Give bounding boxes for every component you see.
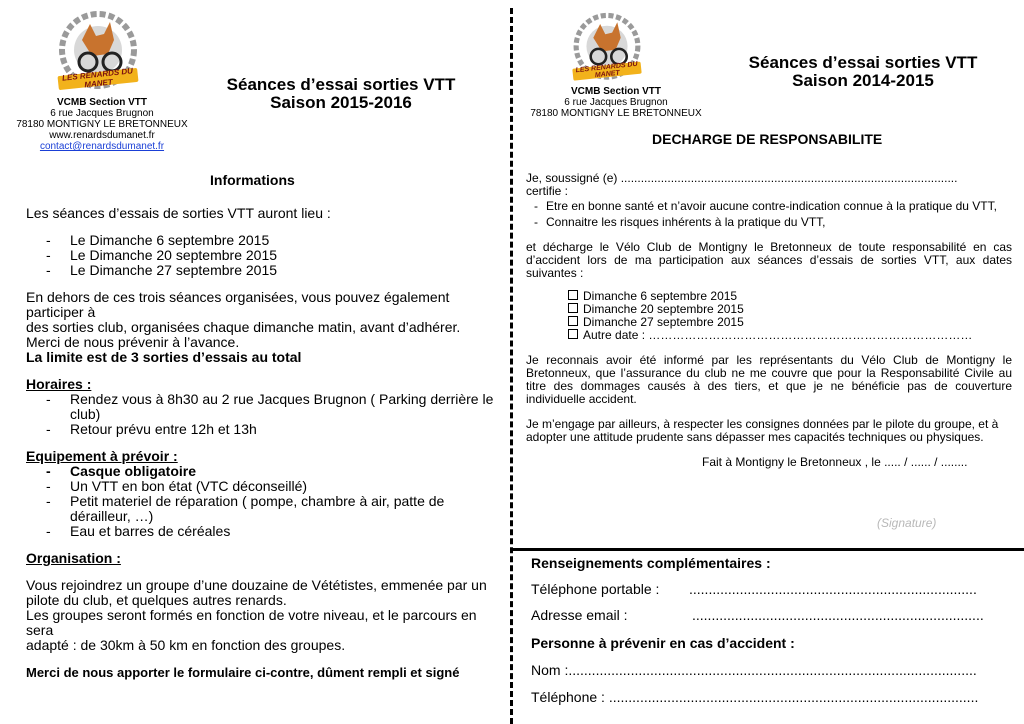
nom-field[interactable]: Nom :......................................................................................................... [531,662,977,678]
reconnais-line: individuelle accident. [526,392,637,406]
list-item: - Le Dimanche 27 septembre 2015 [26,263,504,278]
limit-text: La limite est de 3 sorties d’essais au total [26,349,302,365]
org-line: Vous rejoindrez un groupe d’une douzaine de Vététistes, emmenée par un [26,577,487,593]
left-body [26,206,504,680]
list-item: - Le Dimanche 6 septembre 2015 [26,233,504,248]
list-item: - Etre en bonne santé et n’avoir aucune contre-indication connue à la pratique du VTT, [526,200,1012,213]
email-label: Adresse email : [531,607,628,623]
intro-text: Les séances d’essais de sorties VTT auront lieu : [26,205,331,221]
list-item: - Un VTT en bon état (VTC déconseillé) [26,479,504,494]
equipement-section [26,449,504,539]
para1-line: Merci de nous prévenir à l’avance. [26,334,240,350]
soussigne-line: Je, soussigné (e) ..................................................................................................... [526,172,958,185]
right-logo-text: LES RENARDS DU MANET [575,60,638,80]
right-title [718,54,1008,90]
list-item: - Retour prévu entre 12h et 13h [26,422,504,437]
club-website[interactable]: www.renardsdumanet.fr [49,130,155,141]
para1-line: En dehors de ces trois séances organisées, vous pouvez également participer à [26,289,450,320]
decharge-heading: DECHARGE DE RESPONSABILITE [652,131,883,147]
decharge-line: suivantes : [526,266,584,280]
rens-heading: Renseignements complémentaires : [531,555,771,571]
engage-line: Je m’engage par ailleurs, à respecter les consignes données par le pilote du groupe, et à [526,417,999,431]
telephone-field[interactable]: Téléphone : ............................................................................................... [531,689,979,705]
list-item: - Petit materiel de réparation ( pompe, chambre à air, patte de dérailleur, …) [26,494,504,524]
dates-list [26,233,504,278]
club-name: VCMB Section VTT [56,97,147,108]
dates-checkboxes [526,290,1012,342]
right-title-line1: Séances d’essai sorties VTT [748,53,978,72]
right-title-line2: Saison 2014-2015 [792,71,934,90]
signature-placeholder[interactable]: (Signature) [877,516,937,530]
date-checkbox-3[interactable] [568,316,1012,329]
email-field[interactable]: ........................................................................... [692,607,984,623]
left-logo [52,10,144,94]
equipement-heading: Equipement à prévoir : [26,448,178,464]
checkbox-label: Dimanche 6 septembre 2015 [583,289,738,303]
horaires-list [26,392,504,437]
organisation-heading: Organisation : [26,550,121,566]
organisation-section [26,551,504,680]
reconnais-line: titre des dommages causés à des tiers, et que je ne bénéficie pas de couverture [526,379,1012,393]
decharge-text [526,241,1012,280]
certif-list [526,200,1012,229]
tel-portable-label: Téléphone portable : [531,581,660,597]
para1-line: des sorties club, organisées chaque dimanche matin, avant d’adhérer. [26,319,461,335]
checkbox-icon[interactable] [568,329,578,339]
checkbox-label: Autre date : ……………………………………………………………………… [583,329,973,342]
horaires-section [26,377,504,437]
tel-portable-row[interactable] [531,581,1011,597]
decharge-line: et décharge le Vélo Club de Montigny le Bretonneux de toute responsabilité en cas [526,240,1012,254]
personne-heading: Personne à prévenir en cas d’accident : [531,635,795,651]
para1 [26,290,504,365]
checkbox-icon[interactable] [568,316,578,326]
club-city: 78180 MONTIGNY LE BRETONNEUX [530,108,702,119]
club-street: 6 rue Jacques Brugnon [564,97,668,108]
info-heading: Informations [210,172,295,188]
checkbox-label: Dimanche 27 septembre 2015 [583,315,744,329]
org-line: pilote du club, et quelques autres renards. [26,592,287,608]
reconnais-text [526,354,1012,406]
checkbox-icon[interactable] [568,303,578,313]
right-body [526,172,1012,469]
tel-portable-field[interactable]: .......................................................................... [689,581,977,597]
left-club-address [14,97,190,152]
org-line: adapté : de 30km à 50 km en fonction des groupes. [26,637,346,653]
closing-text: Merci de nous apporter le formulaire ci-contre, dûment rempli et signé [26,665,460,680]
club-email-link[interactable]: contact@renardsdumanet.fr [39,141,165,152]
club-city: 78180 MONTIGNY LE BRETONNEUX [16,119,188,130]
organisation-text [26,578,504,653]
certifie-label: certifie : [526,184,569,198]
reconnais-line: Bretonneux, que l’assurance du club ne me couvre que pour la Responsabilité Civile au [526,366,1012,380]
engage-line: adopter une attitude prudente sans dépasser mes capacités techniques ou physiques. [526,430,984,444]
decharge-line: d’accident lors de ma participation aux séances d’essais de sorties VTT, aux dates [526,253,1012,267]
right-logo [566,12,648,84]
left-title-line1: Séances d’essai sorties VTT [226,75,456,94]
left-title [200,76,482,112]
left-title-line2: Saison 2015-2016 [270,93,412,112]
date-checkbox-other[interactable] [568,329,1012,342]
email-row[interactable] [531,607,1011,623]
equipement-list [26,464,504,539]
fait-a-line: Fait à Montigny le Bretonneux , le ..... / ...... / ........ [702,455,968,469]
club-name: VCMB Section VTT [570,86,661,97]
checkbox-label: Dimanche 20 septembre 2015 [583,302,744,316]
club-street: 6 rue Jacques Brugnon [50,108,154,119]
reconnais-line: Je reconnais avoir été informé par les représentants du Vélo Club de Montigny le [526,353,1012,367]
list-item: - Rendez vous à 8h30 au 2 rue Jacques Brugnon ( Parking derrière le club) [26,392,504,422]
rens-section [531,555,1011,705]
list-item: - Casque obligatoire [26,464,504,479]
horaires-heading: Horaires : [26,376,92,392]
left-logo-text: LES RENARDS DU MANET [61,66,134,90]
engage-text [526,418,1012,444]
list-item: - Le Dimanche 20 septembre 2015 [26,248,504,263]
checkbox-icon[interactable] [568,290,578,300]
list-item: - Eau et barres de céréales [26,524,504,539]
fold-divider [510,8,513,724]
right-club-address [526,86,706,119]
org-line: Les groupes seront formés en fonction de votre niveau, et le parcours en sera [26,607,477,638]
list-item: - Connaitre les risques inhérents à la pratique du VTT, [526,216,1012,229]
form-separator [512,548,1024,551]
